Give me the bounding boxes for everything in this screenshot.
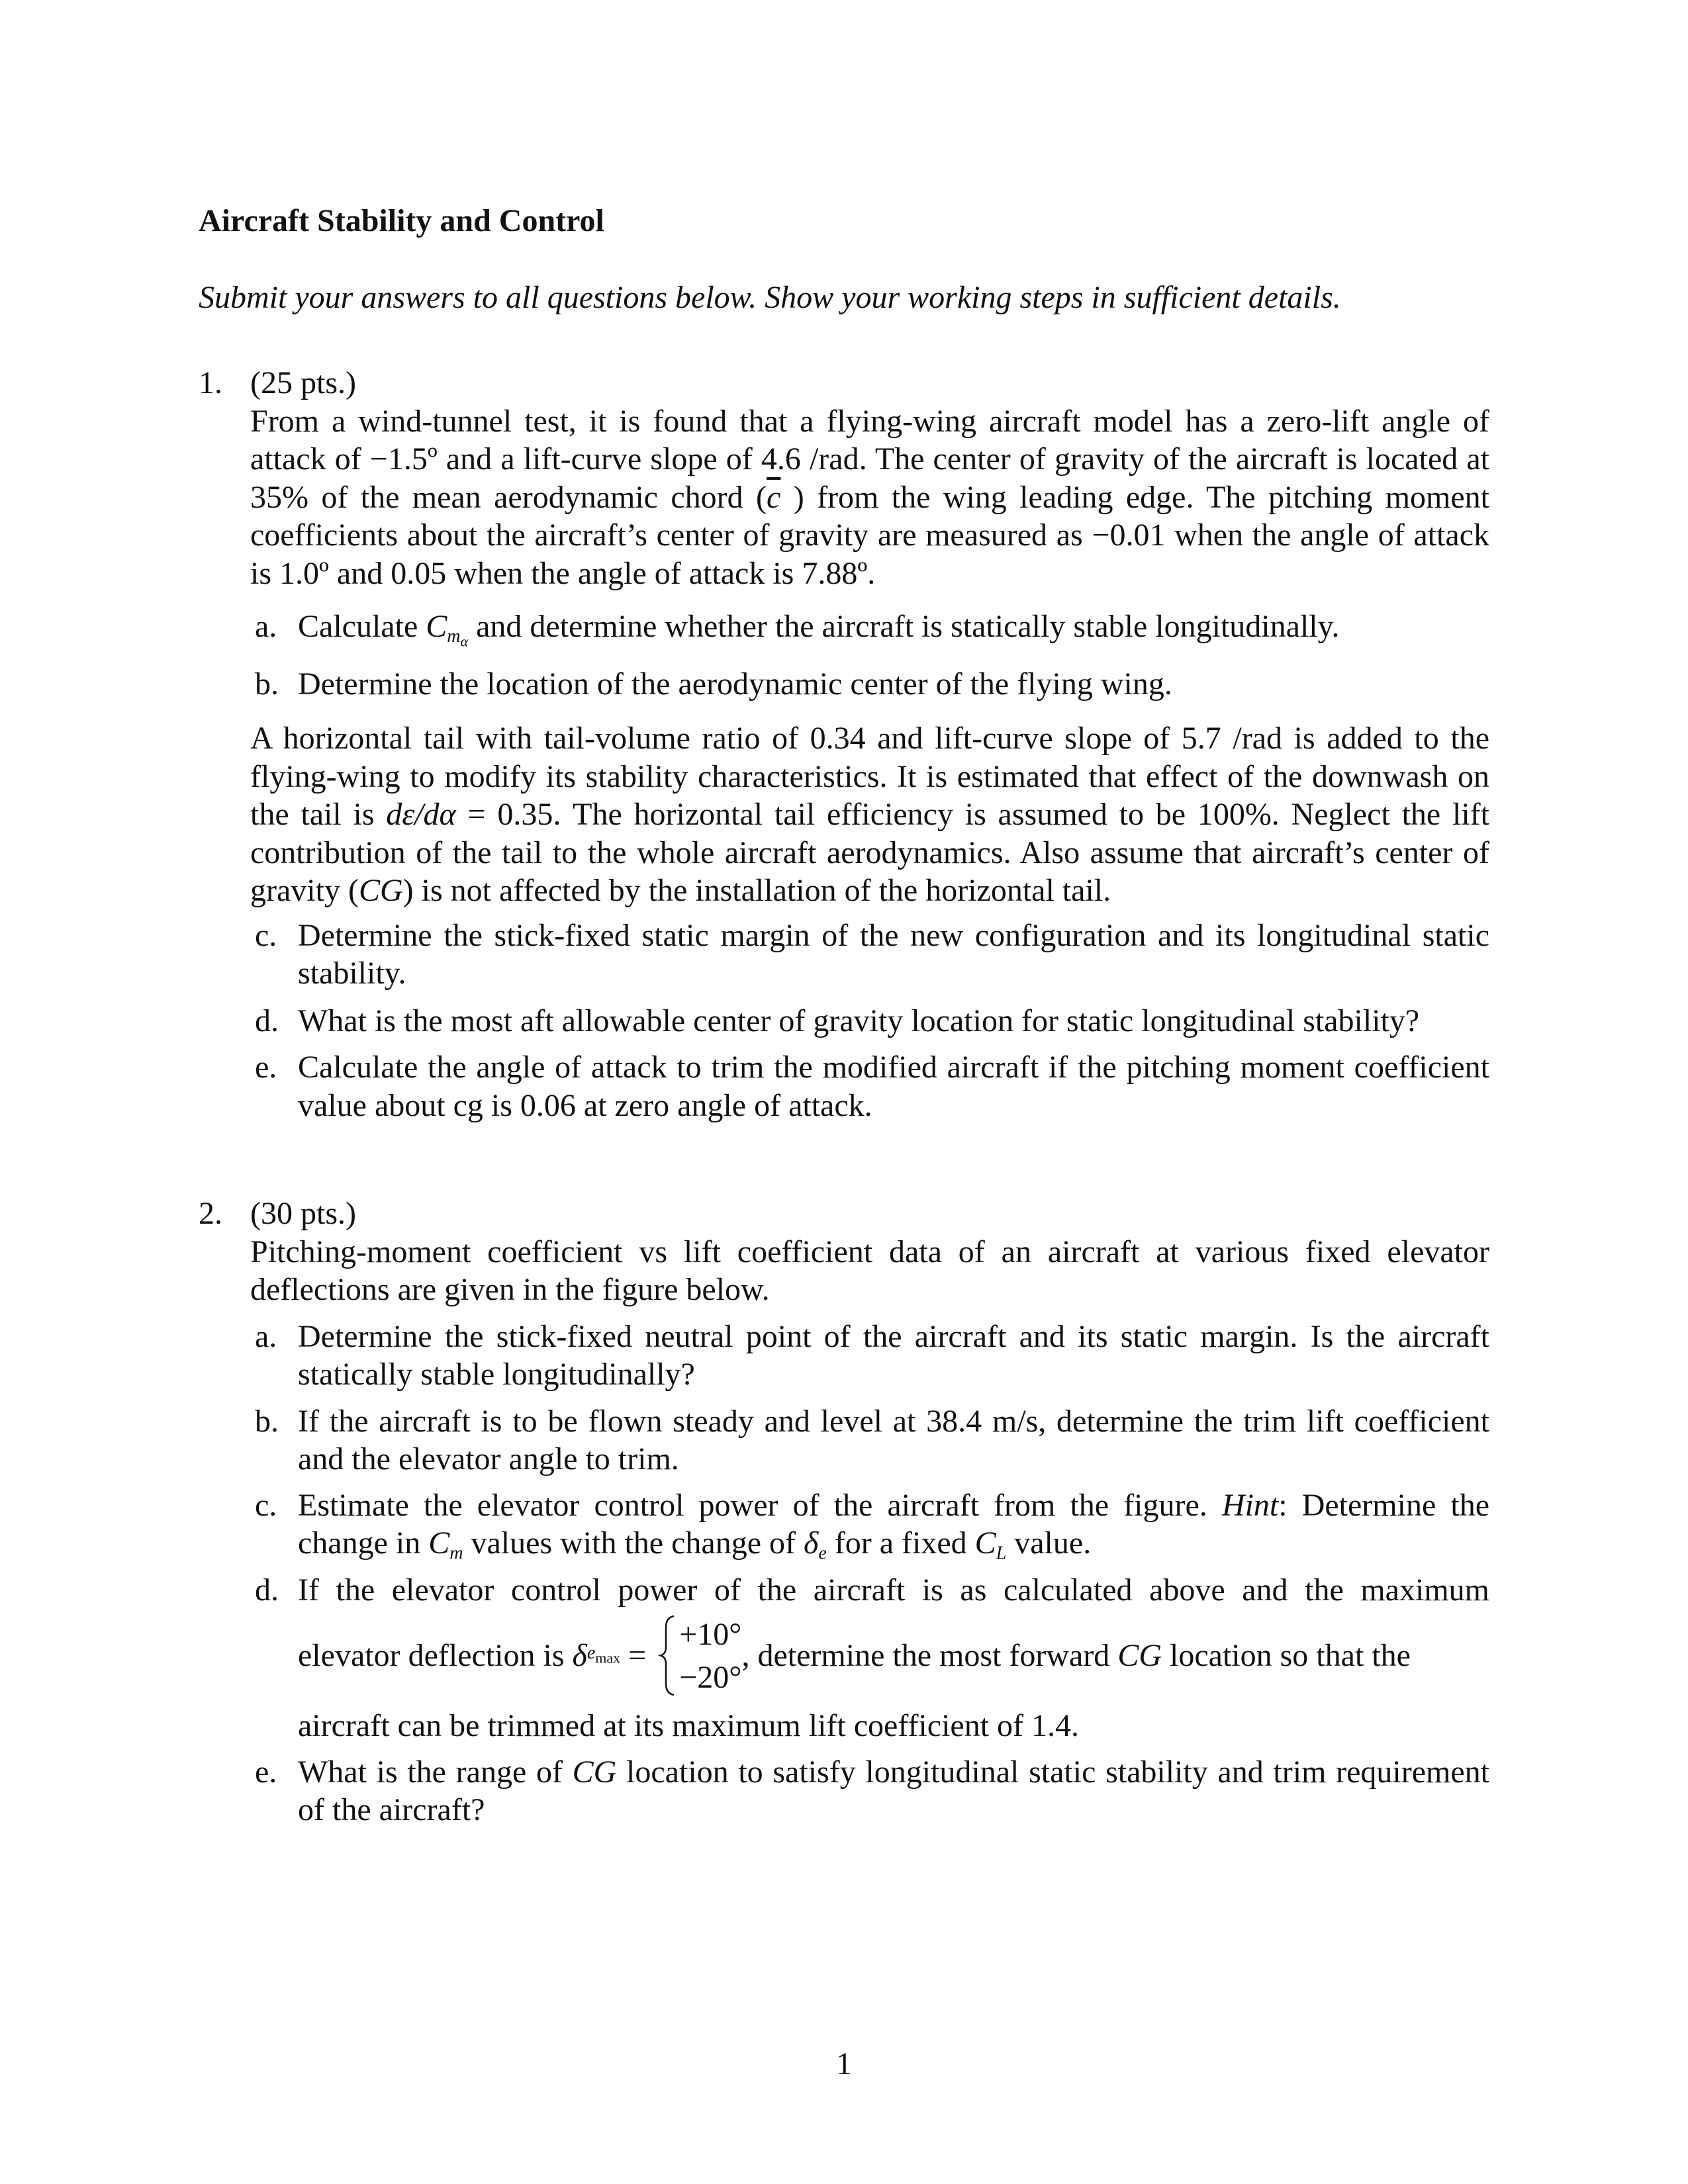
q1b-text: Determine the location of the aerodynamic center of the flying wing. bbox=[298, 666, 1172, 702]
question-1-points: (25 pts.) bbox=[250, 365, 356, 400]
instructions: Submit your answers to all questions below. Show your working steps in sufficient details. bbox=[199, 279, 1341, 315]
document-body bbox=[199, 202, 1489, 1829]
q2a-text: Determine the stick-fixed neutral point of the aircraft and its static margin. Is the aircraft statically stable longitudinally? bbox=[298, 1318, 1489, 1392]
q2d-item bbox=[255, 1571, 1489, 1610]
q2b-letter: b. bbox=[255, 1403, 279, 1439]
document-title: Aircraft Stability and Control bbox=[199, 203, 604, 238]
q1e-letter: e. bbox=[255, 1050, 277, 1085]
q2c-text: Estimate the elevator control power of the aircraft from the figure. Hint: Determine the change in $C_m$ values with the change of $\delta_e$ for a fixed $C_L$ value. bbox=[298, 1487, 1490, 1564]
q2d-letter: d. bbox=[255, 1572, 279, 1608]
q2b-text: If the aircraft is to be flown steady and level at 38.4 m/s, determine the trim lift coefficient and the elevator angle to trim. bbox=[298, 1403, 1489, 1477]
q1b-item bbox=[255, 665, 1489, 704]
q1d-item bbox=[255, 1002, 1489, 1040]
q1d-letter: d. bbox=[255, 1003, 279, 1038]
q1a-text: Calculate $C_{m_\alpha}$ and determine whether the aircraft is statically stable longitudinally. bbox=[298, 609, 1340, 650]
mean-chord-symbol: $\overline{c}$ bbox=[767, 479, 781, 515]
q2e-item bbox=[255, 1753, 1489, 1829]
piecewise-cases: +10° −20° bbox=[679, 1616, 742, 1695]
q2a-item bbox=[255, 1318, 1489, 1394]
q2c-item bbox=[255, 1486, 1489, 1563]
q2e-letter: e. bbox=[255, 1754, 277, 1790]
question-2-header bbox=[199, 1195, 1489, 1233]
question-2-paragraph: Pitching-moment coefficient vs lift coefficient data of an aircraft at various fixed elevator deflections are given in the figure below. bbox=[250, 1234, 1489, 1307]
q1e-text: Calculate the angle of attack to trim the modified aircraft if the pitching moment coefficient value about cg is 0.06 at zero angle of attack. bbox=[298, 1050, 1489, 1123]
question-2-number: 2. bbox=[199, 1196, 222, 1231]
q2d-line1: If the elevator control power of the aircraft is as calculated above and the maximum bbox=[298, 1572, 1489, 1608]
q1c-item bbox=[255, 917, 1489, 993]
piecewise-brace-icon bbox=[658, 1614, 677, 1697]
q1d-text: What is the most aft allowable center of gravity location for static longitudinal stability? bbox=[298, 1003, 1420, 1038]
page-number: 1 bbox=[836, 2046, 852, 2081]
question-2-points: (30 pts.) bbox=[250, 1196, 356, 1231]
q1b-letter: b. bbox=[255, 666, 279, 702]
q2c-letter: c. bbox=[255, 1487, 277, 1523]
question-1-number: 1. bbox=[199, 365, 222, 400]
question-1-paragraph: From a wind-tunnel test, it is found that a flying-wing aircraft model has a zero-lift angle of attack of −1.5º and a lift-curve slope of 4.6 /rad. The center of gravity of the aircraft is located at 35% of the mean aerodynamic chord ($\overline{c}$ ) from the wing leading edge. The pitching moment coefficients about the aircraft’s center of gravity are measured as −0.01 when the angle of attack is 1.0º and 0.05 when the angle of attack is 7.88º. bbox=[250, 403, 1489, 591]
q2b-item bbox=[255, 1402, 1489, 1479]
question-1-header bbox=[199, 364, 1489, 402]
q2d-line3: aircraft can be trimmed at its maximum lift coefficient of 1.4. bbox=[298, 1708, 1080, 1743]
delta-symbol: δ bbox=[572, 1637, 587, 1673]
question-1-tail-paragraph: A horizontal tail with tail-volume ratio of 0.34 and lift-curve slope of 5.7 /rad is added to the flying-wing to modify its stability characteristics. It is estimated that effect of the downwash on the tail is dε/dα = 0.35. The horizontal tail efficiency is assumed to be 100%. Neglect the lift contribution of the tail to the whole aircraft aerodynamics. Also assume that aircraft’s center of gravity (CG) is not affected by the installation of the horizontal tail. bbox=[250, 721, 1490, 908]
q2e-text: What is the range of CG location to satisfy longitudinal static stability and trim requirement of the aircraft? bbox=[298, 1754, 1489, 1827]
q1a-item bbox=[255, 608, 1489, 650]
q1a-letter: a. bbox=[255, 609, 277, 644]
q2d-formula-line: elevator deflection is δ $e_{max}$ = +10° −20° , determine the most forward CG location so that the bbox=[298, 1614, 1489, 1697]
q2a-letter: a. bbox=[255, 1318, 277, 1354]
q1c-text: Determine the stick-fixed static margin of the new configuration and its longitudinal static stability. bbox=[298, 917, 1489, 991]
q1c-letter: c. bbox=[255, 917, 277, 953]
q1e-item bbox=[255, 1048, 1489, 1124]
